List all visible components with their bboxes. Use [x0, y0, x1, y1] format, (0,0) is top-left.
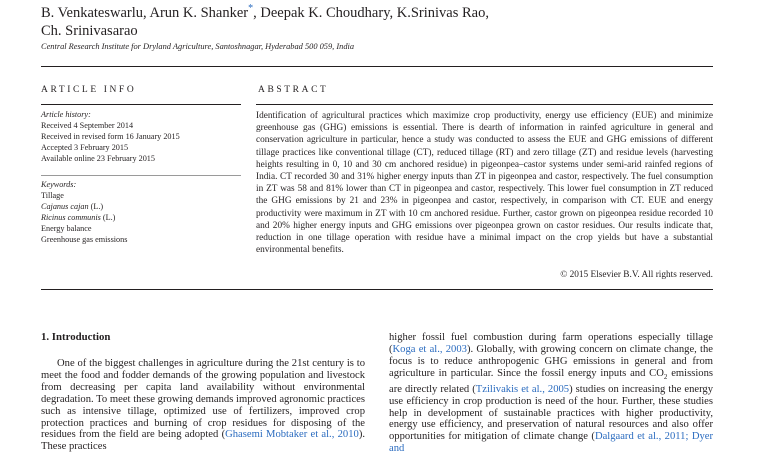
citation-link[interactable]: Tzilivakis et al., 2005: [475, 383, 570, 395]
history-item: Available online 23 February 2015: [41, 153, 155, 163]
abstract-rule: [256, 104, 713, 105]
article-history-label: Article history:: [41, 110, 91, 119]
history-item: Received in revised form 16 January 2015: [41, 131, 180, 141]
article-info-heading: ARTICLE INFO: [41, 85, 137, 95]
keyword-item: Cajanus cajan (L.): [41, 201, 104, 211]
abstract-text: Identification of agricultural practices which maximize crop productivity, energy use efficiency (EUE) and minimize greenhouse gas (GHG) emissions is essential. There is dearth of information in rainfed agriculture in general and conservation agriculture in particular, hence a study was conducted to assess the EUE and GHG emissions of different tillage practices like conventional tillage (CT), reduced tillage (RT) and zero tillage (ZT) and residue levels (harvesting heights resulting in 0, 10 and 30 cm anchored residue) in pigeonpea–castor systems under semi-arid rainfed regions of India. CT recorded 30 and 31% higher energy inputs than ZT in pigeonpea and castor, respectively. The fuel consumption in ZT was 58 and 81% lower than CT in pigeonpea and castor, respectively. This lower fuel consumption in ZT reduced the GHG emissions by 21 and 23% in pigeonpea and castor, respectively, in comparison with CT. EUE and energy productivity were maximum in ZT with 10 cm anchored residue. Further, castor grown on pigeonpea residue recorded 10 and 20% higher energy inputs and GHG emissions over pigeonpea grown on castor residues. Our results indicate that, reduction in one tillage operation with residue have a minimal impact on the crop yields but have a substantial environmental benefits.: [256, 111, 713, 256]
abstract-heading: ABSTRACT: [258, 85, 329, 95]
citation-link[interactable]: Koga et al., 2003: [392, 343, 467, 355]
keyword-item: Tillage: [41, 190, 64, 200]
intro-paragraph-right: higher fossil fuel combustion during farm operations especially tillage (Koga et al., 2003). Globally, with growing concern on climate change, the focus is to reduce anthropogenic GHG emissions in general and from agriculture in particular. Since the fossil energy inputs and $CO_2$ emissions are directly related (Tzilivakis et al., 2005) studies on increasing the energy use efficiency in crop production is need of the hour. Further, these studies help in development of sustainable practices with higher productivity, energy use efficiency, and preservation of natural resources and also offer opportunities for mitigation of climate change (Dalgaard et al., 2011; Dyer and: [389, 332, 714, 455]
history-item: Accepted 3 February 2015: [41, 142, 129, 152]
info-divider: [41, 175, 241, 176]
author-list: [41, 0, 489, 40]
copyright: © 2015 Elsevier B.V. All rights reserved.: [560, 270, 713, 280]
citation-link[interactable]: Ghasemi Mobtaker et al., 2010: [225, 429, 359, 441]
author-names-cont: , Deepak K. Choudhary, K.Srinivas Rao,: [253, 4, 489, 21]
keyword-item: Greenhouse gas emissions: [41, 234, 128, 244]
corresponding-author-marker[interactable]: *: [248, 3, 254, 14]
header-rule: [41, 66, 713, 67]
author-names-line2: Ch. Srinivasarao: [41, 22, 138, 39]
section-heading: 1. Introduction: [41, 331, 111, 343]
author-names: B. Venkateswarlu, Arun K. Shanker: [41, 4, 249, 21]
article-info-rule: [41, 104, 241, 105]
article-history: [41, 110, 241, 165]
history-item: Received 4 September 2014: [41, 120, 134, 130]
intro-paragraph-left: One of the biggest challenges in agriculture during the 21st century is to meet the food and fodder demands of the growing population and livestock from decreasing per capita land availability without environmental degradation. To meet these growing demands improved agronomic practices such as intensive tillage, optimized use of fertilizers, improved crop protection practices and burning of crop residues for disposing of the residues from the field are being adopted (Ghasemi Mobtaker et al., 2010). These practices: [41, 358, 366, 453]
abstract-bottom-rule: [41, 289, 713, 290]
keyword-item: Energy balance: [41, 223, 92, 233]
affiliation: Central Research Institute for Dryland Agriculture, Santoshnagar, Hyderabad 500 059, India: [41, 42, 355, 51]
citation-link[interactable]: Dalgaard et al., 2011; Dyer and: [389, 431, 713, 455]
keyword-item: Ricinus communis (L.): [41, 212, 116, 222]
keywords-label: Keywords:: [41, 180, 77, 189]
keywords: [41, 180, 241, 245]
